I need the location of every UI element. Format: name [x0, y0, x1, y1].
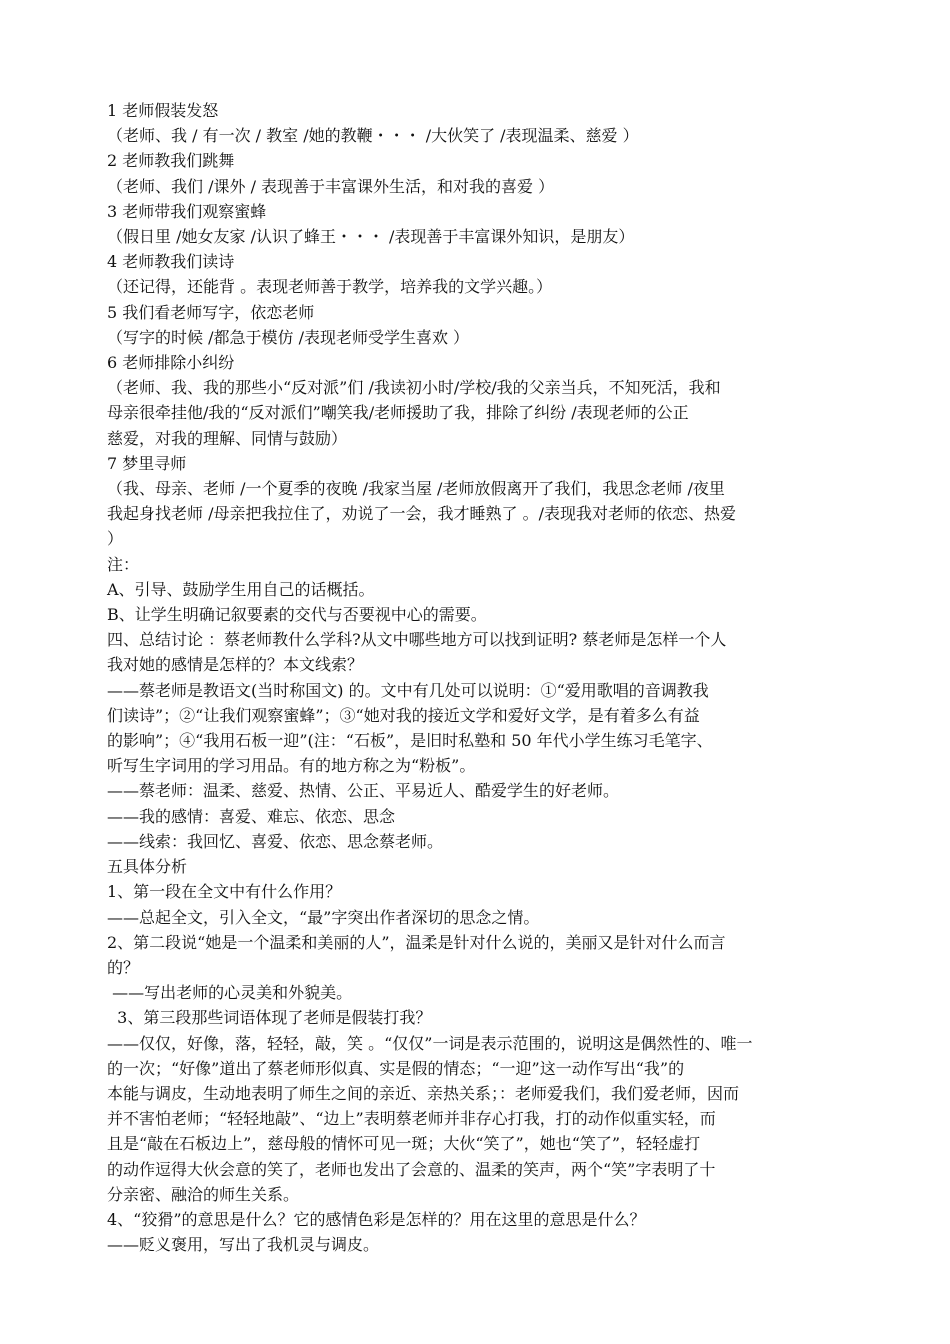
text-line: 我对她的感情是怎样的？本文线索？ — [107, 655, 364, 675]
text-line: 们读诗”；②“让我们观察蜜蜂”；③“她对我的接近文学和爱好文学，是有着多么有益 — [107, 705, 700, 725]
text-line: （老师、我们 /课外 / 表现善于丰富课外生活，和对我的喜爱 ） — [107, 176, 555, 196]
text-line: 4 老师教我们读诗 — [107, 252, 235, 272]
text-line: ——线索：我回忆、喜爱、依恋、思念蔡老师。 — [107, 831, 444, 851]
text-line: ——我的感情：喜爱、难忘、依恋、思念 — [107, 806, 396, 826]
text-line: 1、第一段在全文中有什么作用？ — [107, 882, 342, 902]
text-line: （我、母亲、老师 /一个夏季的夜晚 /我家当屋 /老师放假离开了我们，我思念老师 /夜里 — [107, 479, 725, 499]
text-line: 5 我们看老师写字，依恋老师 — [107, 302, 315, 322]
text-line: 慈爱，对我的理解、同情与鼓励） — [107, 428, 348, 448]
text-line: 2 老师教我们跳舞 — [107, 151, 235, 171]
text-line: ——贬义褒用，写出了我机灵与调皮。 — [107, 1235, 380, 1255]
text-line: 3 老师带我们观察蜜蜂 — [107, 201, 267, 221]
text-line: 的一次；“好像”道出了蔡老师形似真、实是假的情态；“一迎”这一动作写出“我”的 — [107, 1058, 685, 1078]
text-line: （假日里 /她女友家 /认识了蜂王・・・ /表现善于丰富课外知识，是朋友） — [107, 227, 635, 247]
text-line: 的？ — [107, 957, 140, 977]
text-line: 3、第三段那些词语体现了老师是假装打我？ — [107, 1008, 432, 1028]
text-line: 注： — [107, 554, 140, 574]
text-line: 我起身找老师 /母亲把我拉住了，劝说了一会，我才睡熟了 。/表现我对老师的依恋、热爱 — [107, 504, 736, 524]
text-line: ——蔡老师：温柔、慈爱、热情、公正、平易近人、酷爱学生的好老师。 — [107, 781, 620, 801]
text-line: 2、第二段说“她是一个温柔和美丽的人”，温柔是针对什么说的，美丽又是针对什么而言 — [107, 932, 726, 952]
text-line: ） — [107, 529, 124, 549]
text-line: （老师、我、我的那些小“反对派”们 /我读初小时/学校/我的父亲当兵，不知死活，我和 — [107, 378, 721, 398]
text-line: 听写生字词用的学习用品。有的地方称之为“粉板”。 — [107, 756, 476, 776]
text-line: ——仅仅，好像，落，轻轻，敲，笑 。“仅仅”一词是表示范围的，说明这是偶然性的、唯一 — [107, 1033, 753, 1053]
text-line: 且是“敲在石板边上”，慈母般的情怀可见一斑；大伙“笑了”，她也“笑了”，轻轻虚打 — [107, 1134, 701, 1154]
text-line: 五具体分析 — [107, 857, 188, 877]
text-line: ——写出老师的心灵美和外貌美。 — [107, 983, 353, 1003]
text-line: 6 老师排除小纠纷 — [107, 353, 235, 373]
text-line: （写字的时候 /都急于模仿 /表现老师受学生喜欢 ） — [107, 327, 470, 347]
text-line: B、让学生明确记叙要素的交代与否要视中心的需要。 — [107, 605, 487, 625]
text-line: 本能与调皮，生动地表明了师生之间的亲近、亲热关系；：老师爱我们，我们爱老师，因而 — [107, 1083, 740, 1103]
text-line: 的动作逗得大伙会意的笑了，老师也发出了会意的、温柔的笑声，两个“笑”字表明了十 — [107, 1159, 716, 1179]
text-line: 四、总结讨论 ：蔡老师教什么学科?从文中哪些地方可以找到证明? 蔡老师是怎样一个人 — [107, 630, 727, 650]
text-line: （还记得，还能背 。表现老师善于教学，培养我的文学兴趣。） — [107, 277, 553, 297]
text-line: A、引导、鼓励学生用自己的话概括。 — [107, 579, 375, 599]
text-line: 1 老师假装发怒 — [107, 101, 219, 120]
text-line: ——总起全文，引入全文，“最”字突出作者深切的思念之情。 — [107, 907, 540, 927]
document-body — [107, 98, 847, 1257]
text-line: 4、“狡猾”的意思是什么？它的感情色彩是怎样的？用在这里的意思是什么？ — [107, 1209, 646, 1229]
text-line: 母亲很牵挂他/我的“反对派们”嘲笑我/老师援助了我，排除了纠纷 /表现老师的公正 — [107, 403, 689, 423]
text-line: 并不害怕老师；“轻轻地敲”、“边上”表明蔡老师并非存心打我，打的动作似重实轻，而 — [107, 1109, 716, 1129]
text-line: ——蔡老师是教语文(当时称国文) 的。文中有几处可以说明：①“爱用歌唱的音调教我 — [107, 680, 709, 700]
text-line: 分亲密、融洽的师生关系。 — [107, 1184, 300, 1204]
text-line: 7 梦里寻师 — [107, 453, 187, 473]
text-line: 的影响”；④“我用石板一迎”(注：“石板”，是旧时私塾和 50 年代小学生练习毛笔字、 — [107, 731, 713, 751]
text-line: （老师、我 / 有一次 / 教室 /她的教鞭・・・ /大伙笑了 /表现温柔、慈爱 ） — [107, 126, 639, 146]
